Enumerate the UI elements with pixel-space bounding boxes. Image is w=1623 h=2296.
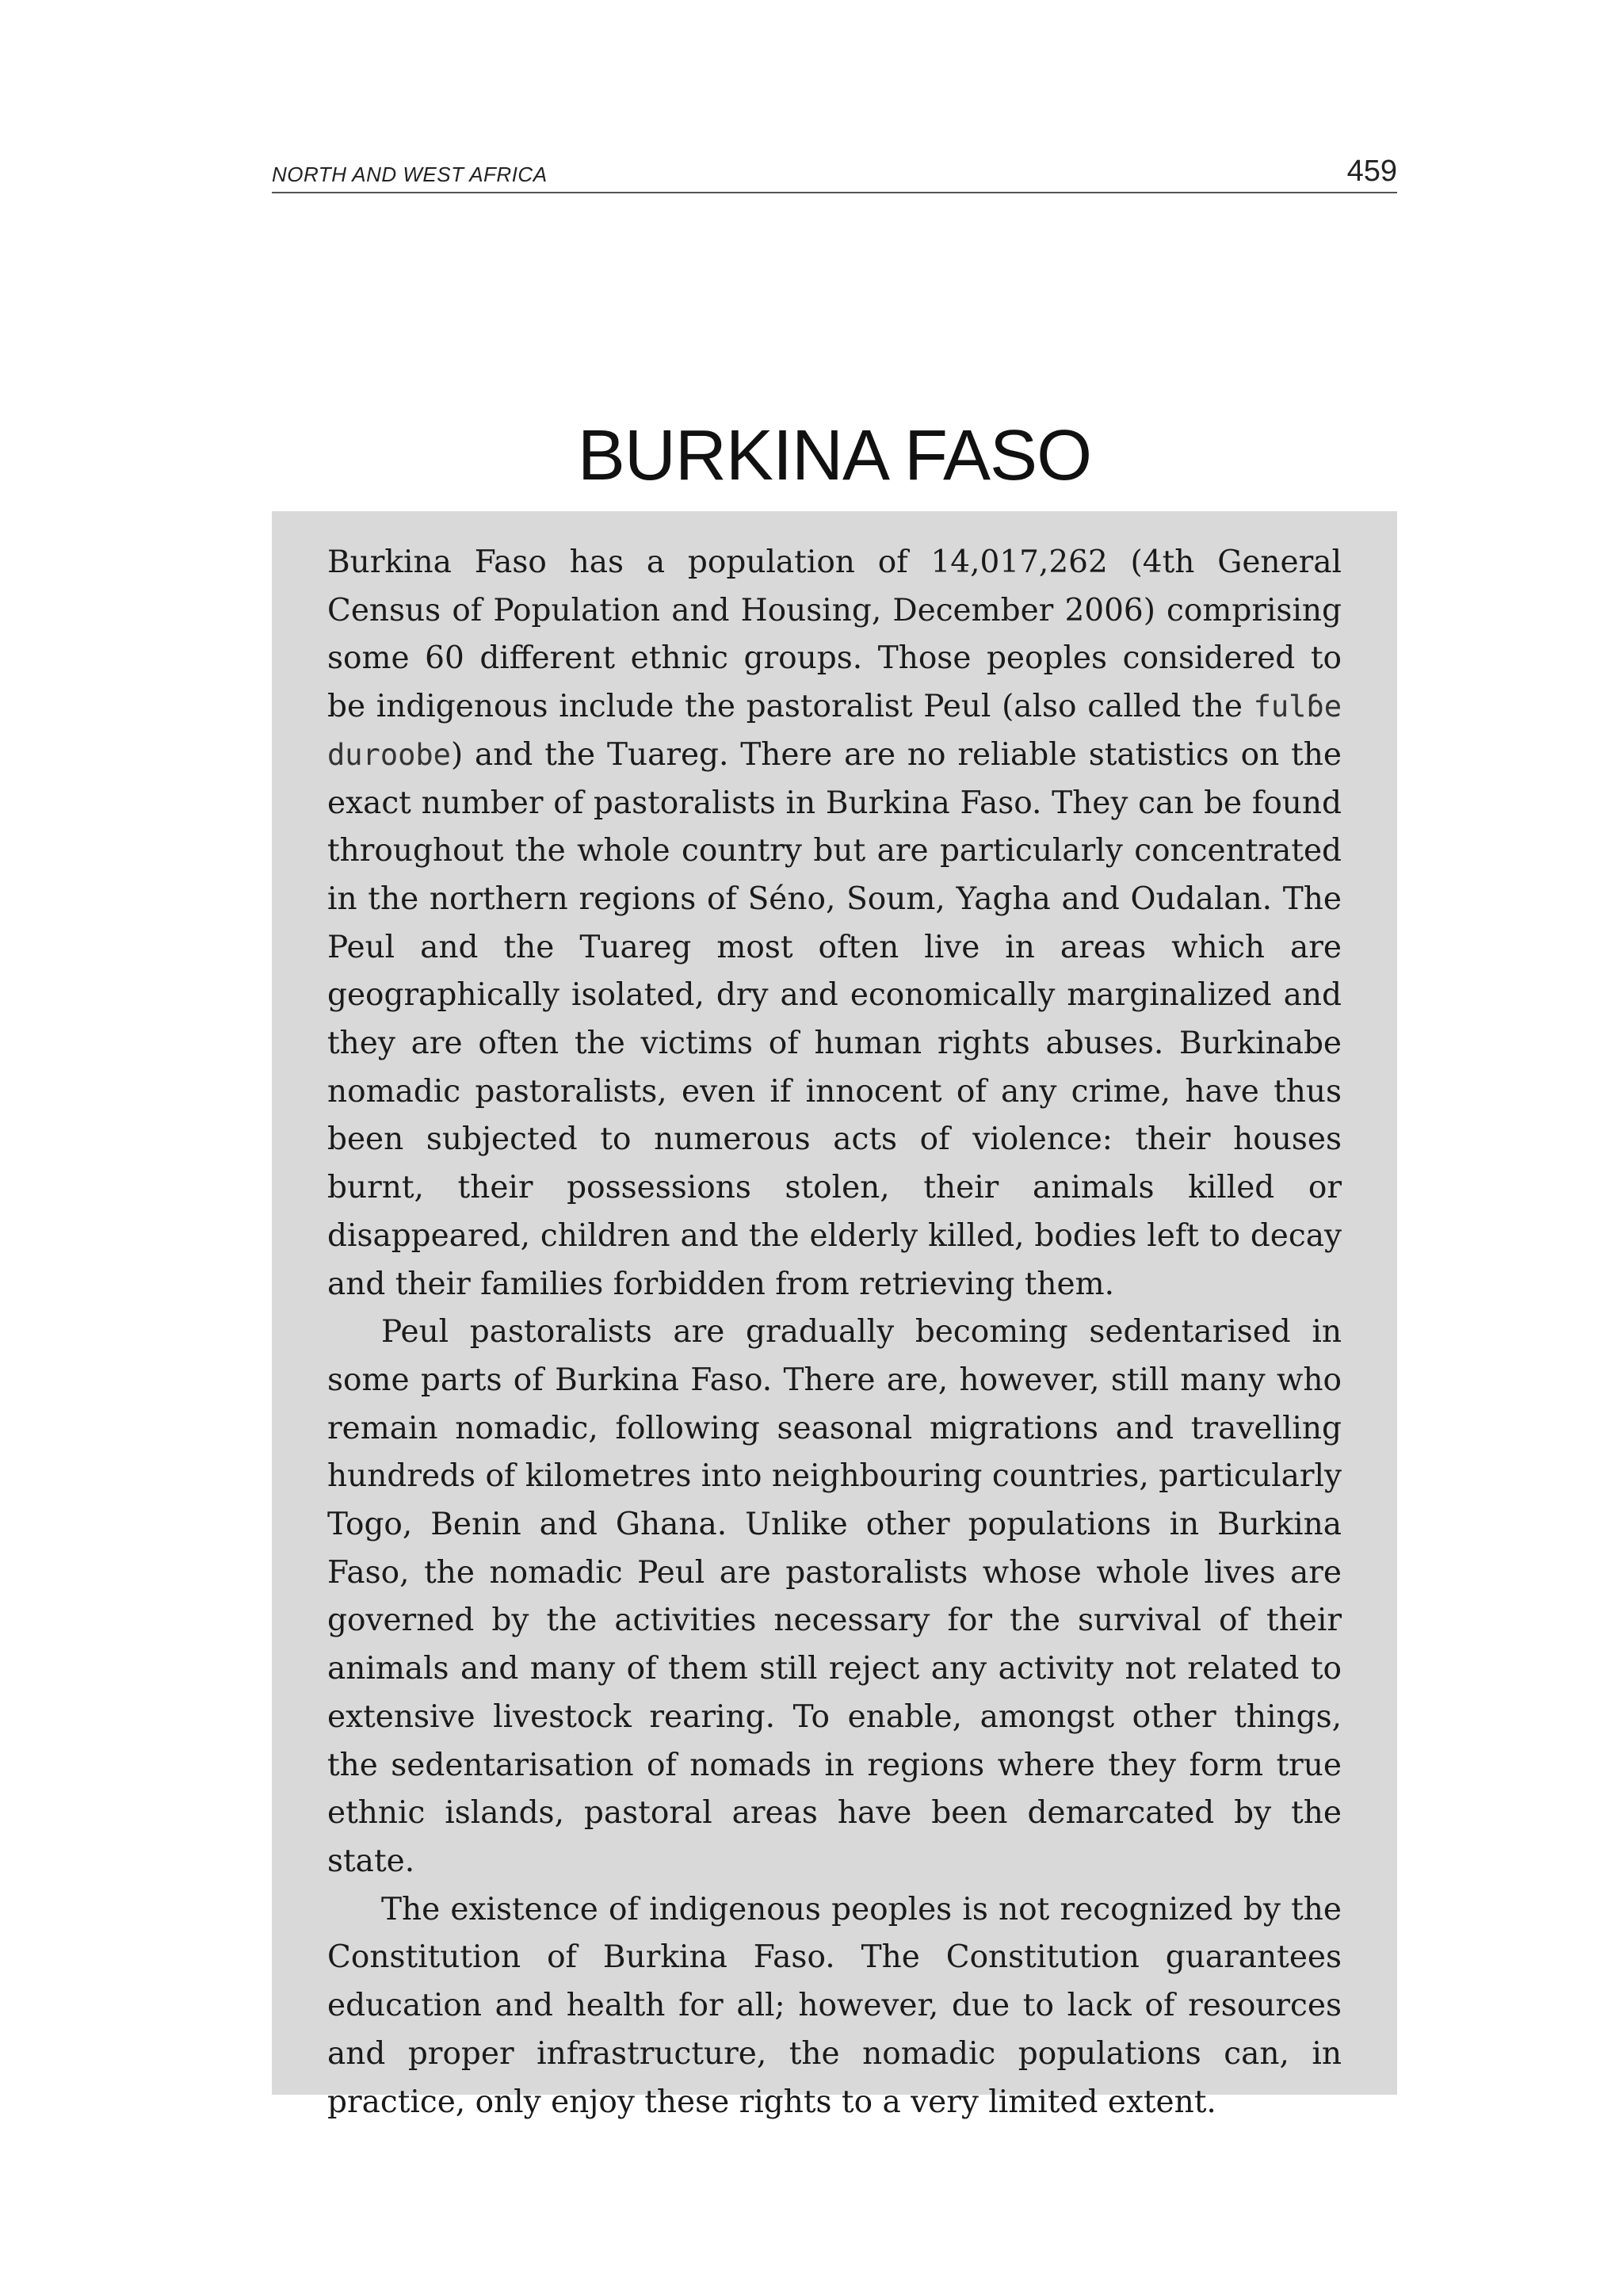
chapter-title: BURKINA FASO <box>577 416 1092 495</box>
running-header <box>272 151 1397 193</box>
paragraph-1-text-a: Burkina Faso has a population of 14,017,262 (4th General Census of Population and Housing, December 2006) comprising some 60 different ethnic groups. Those peoples considered to be indigenous include the pastoralist Peul (also called the <box>327 544 1342 725</box>
paragraph-1-text-b: ) and the Tuareg. There are no reliable statistics on the exact number of pastoralists in Burkina Faso. They can be found throughout the whole country but are particularly concentrated in the northern regions of Séno, Soum, Yagha and Oudalan. The Peul and the Tuareg most often live in areas which are geographically isolated, dry and economically marginalized and they are often the victims of human rights abuses. Burkinabe nomadic pastoralists, even if innocent of any crime, have thus been subjected to numerous acts of violence: their houses burnt, their possessions stolen, their animals killed or disappeared, children and the elderly killed, bodies left to decay and their families forbidden from retrieving them. <box>327 736 1342 1302</box>
section-label: NORTH AND WEST AFRICA <box>272 162 548 186</box>
page-number: 459 <box>1346 155 1397 188</box>
indigenous-term: fulɓe duroobe <box>327 690 1342 772</box>
paragraph-2: Peul pastoralists are gradually becoming sedentarised in some parts of Burkina Faso. There are, however, still many who remain nomadic, following seasonal migrations and travelling hundreds of kilometres into neighbouring countries, particularly Togo, Benin and Ghana. Unlike other populations in Burkina Faso, the nomadic Peul are pastoralists whose whole lives are governed by the activities necessary for the survival of their animals and many of them still reject any activity not related to extensive livestock rearing. To enable, amongst other things, the sedentarisation of nomads in regions where they form true ethnic islands, pastoral areas have been demarcated by the state. <box>327 1314 1342 1879</box>
paragraph-1 <box>327 539 1342 1308</box>
summary-box <box>272 511 1397 2120</box>
paragraph-3: The existence of indigenous peoples is not recognized by the Constitution of Burkina Faso. The Constitution guarantees education and health for all; however, due to lack of resources and proper infrastructure, the nomadic populations can, in practice, only enjoy these rights to a very limited extent. <box>327 1891 1342 2120</box>
